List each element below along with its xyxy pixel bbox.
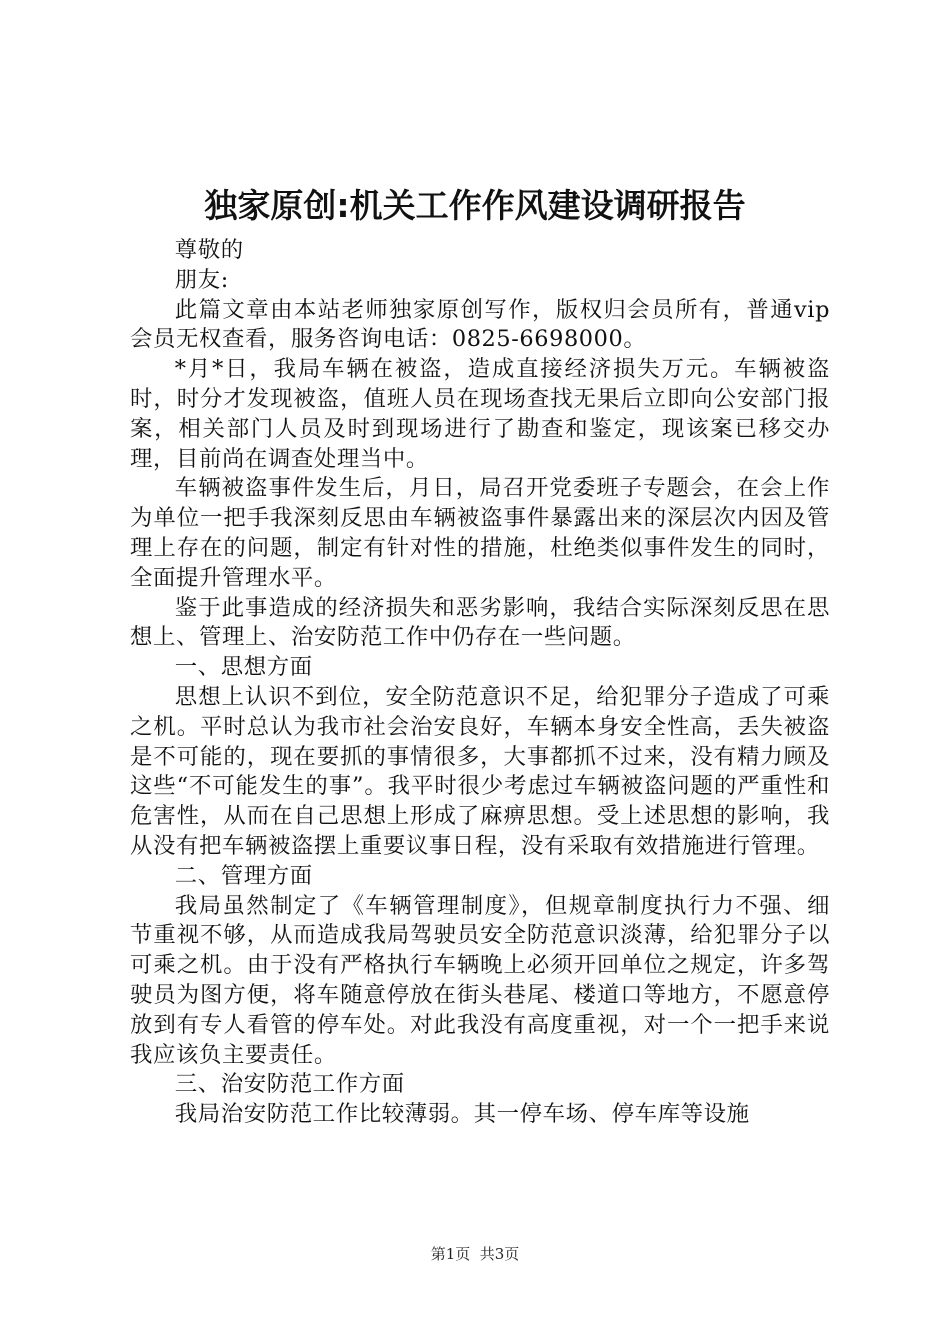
page-footer	[0, 1244, 950, 1264]
document-body	[130, 236, 830, 1130]
section-heading-management: 二、管理方面	[174, 862, 313, 889]
paragraph-reflection: 鉴于此事造成的经济损失和恶劣影响，我结合实际深刻反思在思想上、管理上、治安防范工作中仍存在一些问题。	[130, 594, 830, 651]
section-heading-security: 三、治安防范工作方面	[174, 1071, 405, 1098]
paragraph-incident: *月*日，我局车辆在被盗，造成直接经济损失万元。车辆被盗时，时分才发现被盗，值班人员在现场查找无果后立即向公安部门报案，相关部门人员及时到现场进行了勘查和鉴定，现该案已移交办理，目前尚在调查处理当中。	[130, 356, 830, 472]
page-number: 第1页 共3页	[430, 1245, 520, 1263]
paragraph-management: 我局虽然制定了《车辆管理制度》，但规章制度执行力不强、细节重视不够，从而造成我局驾驶员安全防范意识淡薄，给犯罪分子以可乘之机。由于没有严格执行车辆晚上必须开回单位之规定，许多驾驶员为图方便，将车随意停放在街头巷尾、楼道口等地方，不愿意停放到有专人看管的停车处。对此我没有高度重视，对一个一把手来说我应该负主要责任。	[130, 892, 830, 1068]
salutation-line-1: 尊敬的	[174, 237, 244, 263]
salutation-line-2: 朋友:	[174, 266, 229, 293]
document-title: 独家原创:机关工作作风建设调研报告	[204, 186, 746, 225]
paragraph-security: 我局治安防范工作比较薄弱。其一停车场、停车库等设施	[174, 1101, 750, 1128]
section-heading-thought: 一、思想方面	[174, 654, 313, 681]
paragraph-thought: 思想上认识不到位，安全防范意识不足，给犯罪分子造成了可乘之机。平时总认为我市社会治安良好，车辆本身安全性高，丢失被盗是不可能的，现在要抓的事情很多，大事都抓不过来，没有精力顾及这些“不可能发生的事”。我平时很少考虑过车辆被盗问题的严重性和危害性，从而在自己思想上形成了麻痹思想。受上述思想的影响，我从没有把车辆被盗摆上重要议事日程，没有采取有效措施进行管理。	[130, 683, 830, 859]
copyright-notice: 此篇文章由本站老师独家原创写作，版权归会员所有，普通vip会员无权查看，服务咨询电话：0825-6698000。	[130, 296, 830, 353]
paragraph-meeting: 车辆被盗事件发生后，月日，局召开党委班子专题会，在会上作为单位一把手我深刻反思由车辆被盗事件暴露出来的深层次内因及管理上存在的问题，制定有针对性的措施，杜绝类似事件发生的同时，全面提升管理水平。	[130, 475, 830, 591]
